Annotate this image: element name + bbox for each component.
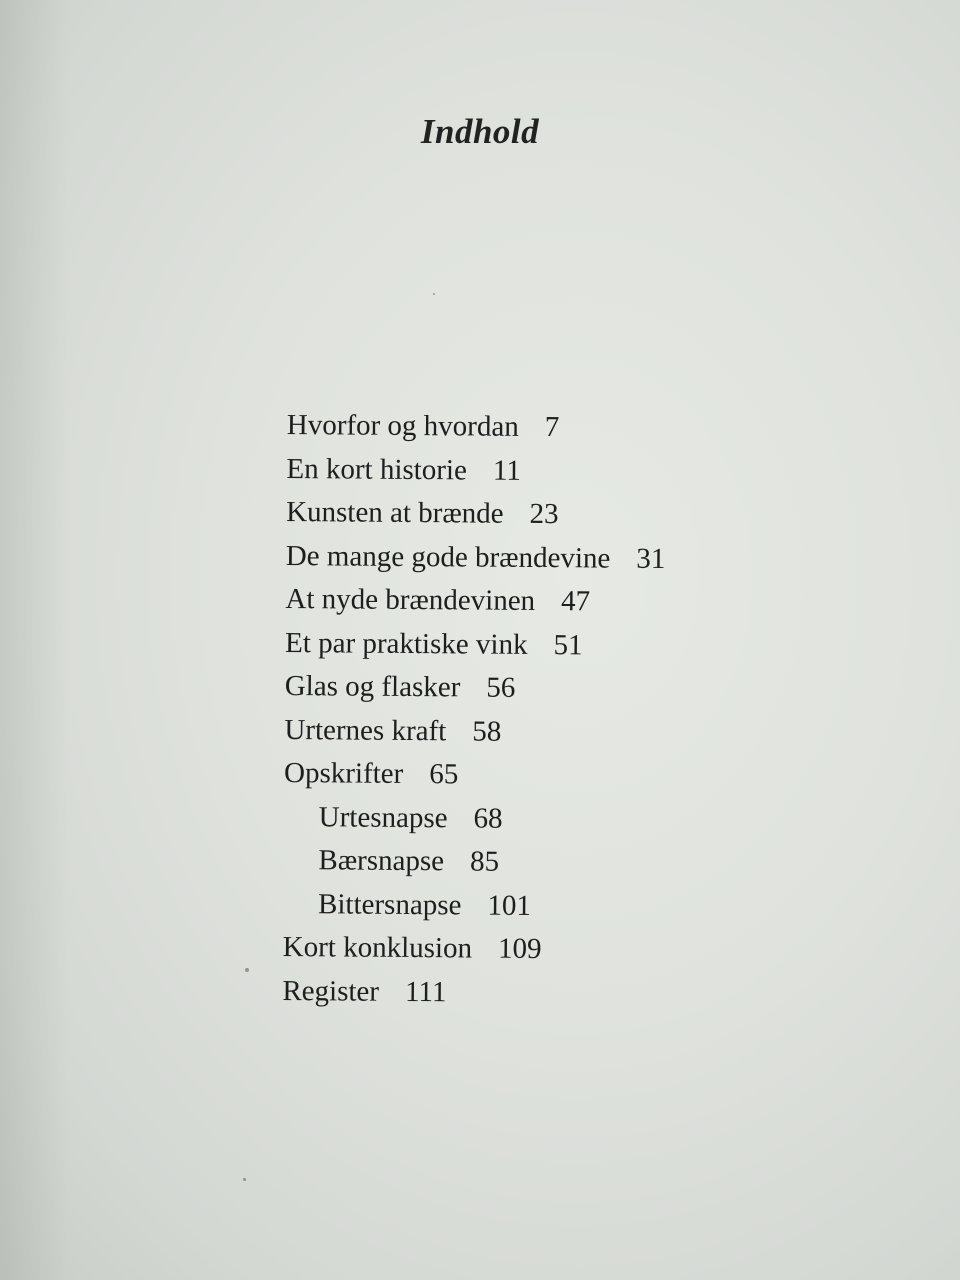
toc-entry-title: Register bbox=[282, 974, 380, 1008]
toc-entry-title: De mange gode brændevine bbox=[285, 539, 611, 575]
toc-page-number: 109 bbox=[497, 932, 542, 966]
toc-entry bbox=[285, 578, 665, 624]
toc-entry-title: Urtesnapse bbox=[318, 800, 448, 834]
paper-speck bbox=[245, 968, 249, 972]
toc-entry bbox=[284, 708, 664, 754]
toc-entry-title: Glas og flasker bbox=[284, 669, 461, 704]
toc-subentry bbox=[284, 795, 664, 841]
toc-subentry bbox=[283, 839, 663, 885]
toc-page-number: 65 bbox=[429, 758, 459, 791]
toc-entry-title: Bittersnapse bbox=[317, 887, 462, 921]
toc-page-number: 58 bbox=[472, 714, 502, 748]
contents-heading: Indhold bbox=[420, 112, 540, 151]
toc-entry-title: Et par praktiske vink bbox=[285, 626, 528, 661]
toc-entry-title: At nyde brændevinen bbox=[285, 582, 536, 617]
toc-page-number: 7 bbox=[544, 411, 560, 444]
toc-page-number: 101 bbox=[487, 889, 532, 922]
toc-page-number: 23 bbox=[529, 497, 559, 531]
toc-entry bbox=[287, 404, 667, 450]
toc-entry bbox=[284, 752, 664, 798]
toc-entry bbox=[286, 491, 666, 537]
page-shadow bbox=[0, 0, 70, 1280]
toc-entry-title: Kort konklusion bbox=[282, 930, 473, 965]
toc-entry bbox=[286, 447, 666, 493]
toc-entry-title: En kort historie bbox=[286, 452, 468, 486]
toc-page-number: 31 bbox=[636, 542, 666, 575]
toc-page-number: 51 bbox=[553, 628, 583, 661]
toc-entry bbox=[283, 926, 663, 972]
toc-page-number: 47 bbox=[561, 585, 591, 618]
toc-entry bbox=[286, 534, 666, 580]
toc-entry-title: Urternes kraft bbox=[284, 713, 447, 747]
toc-entry-title: Opskrifter bbox=[283, 756, 404, 790]
toc-page-number: 111 bbox=[404, 975, 447, 1008]
toc-subentry bbox=[283, 882, 663, 928]
table-of-contents bbox=[282, 404, 666, 1016]
toc-entry bbox=[285, 621, 665, 667]
toc-page-number: 68 bbox=[473, 801, 503, 835]
paper-speck bbox=[433, 293, 435, 295]
toc-page-number: 56 bbox=[486, 671, 516, 704]
toc-entry bbox=[282, 969, 662, 1015]
toc-entry-title: Bærsnapse bbox=[318, 844, 445, 878]
toc-entry-title: Hvorfor og hvordan bbox=[286, 408, 519, 443]
toc-entry-title: Kunsten at brænde bbox=[286, 495, 504, 530]
toc-entry bbox=[285, 665, 665, 711]
paper-speck bbox=[243, 1178, 246, 1181]
toc-page-number: 11 bbox=[492, 454, 521, 487]
toc-page-number: 85 bbox=[469, 845, 500, 878]
